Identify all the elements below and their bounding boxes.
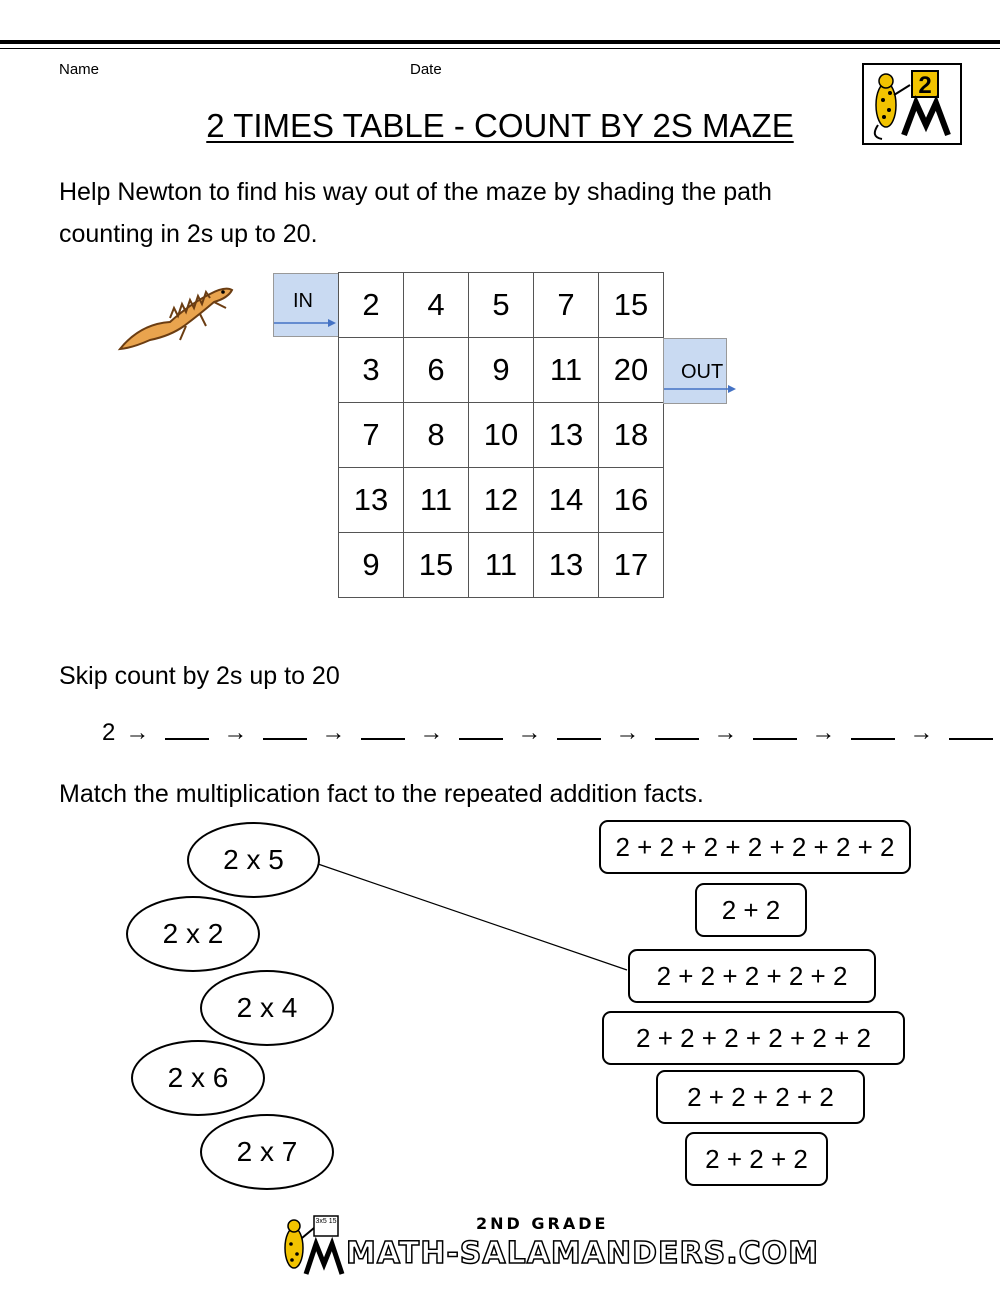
maze-cell[interactable]: 15 xyxy=(404,533,469,598)
arrow-right-icon: → xyxy=(223,719,248,746)
addition-box[interactable]: 2 + 2 xyxy=(695,883,807,937)
top-rule-thick xyxy=(0,40,1000,44)
skip-count-blank[interactable] xyxy=(263,716,307,740)
maze-cell[interactable]: 4 xyxy=(404,273,469,338)
fact-oval[interactable]: 2 x 4 xyxy=(200,970,334,1046)
footer-grade-text: 2ND GRADE xyxy=(476,1214,609,1233)
maze-instructions: Help Newton to find his way out of the maze by shading the path counting in 2s up to 20. xyxy=(59,178,772,248)
addition-box[interactable]: 2 + 2 + 2 + 2 + 2 xyxy=(628,949,876,1003)
addition-box[interactable]: 2 + 2 + 2 + 2 xyxy=(656,1070,865,1124)
maze-row xyxy=(339,533,664,598)
skip-count-heading: Skip count by 2s up to 20 xyxy=(59,662,340,690)
maze-cell[interactable]: 2 xyxy=(339,273,404,338)
top-rule-thin xyxy=(0,48,1000,49)
arrow-right-icon: → xyxy=(321,719,346,746)
salamander-logo-icon xyxy=(864,65,960,143)
maze-out-port xyxy=(663,338,727,404)
maze-row xyxy=(339,338,664,403)
skip-count-blank[interactable] xyxy=(949,716,993,740)
maze-cell[interactable]: 7 xyxy=(534,273,599,338)
maze-cell[interactable]: 17 xyxy=(599,533,664,598)
maze-cell[interactable]: 5 xyxy=(469,273,534,338)
maze-cell[interactable]: 15 xyxy=(599,273,664,338)
name-label: Name xyxy=(59,61,100,78)
maze-cell[interactable]: 8 xyxy=(404,403,469,468)
maze-cell[interactable]: 18 xyxy=(599,403,664,468)
addition-box[interactable]: 2 + 2 + 2 xyxy=(685,1132,828,1186)
skip-count-blank[interactable] xyxy=(655,716,699,740)
skip-count-blank[interactable] xyxy=(459,716,503,740)
out-arrow-icon xyxy=(664,339,744,405)
match-heading: Match the multiplication fact to the repeated addition facts. xyxy=(59,780,704,808)
skip-count-blank[interactable] xyxy=(753,716,797,740)
fact-oval[interactable]: 2 x 6 xyxy=(131,1040,265,1116)
maze-in-port xyxy=(273,273,339,337)
footer-logo xyxy=(276,1214,819,1278)
maze-cell[interactable]: 13 xyxy=(534,533,599,598)
grade-badge-number: 2 xyxy=(918,72,932,99)
arrow-right-icon: → xyxy=(811,719,836,746)
maze-cell[interactable]: 3 xyxy=(339,338,404,403)
skip-count-blank[interactable] xyxy=(557,716,601,740)
maze-cell[interactable]: 11 xyxy=(469,533,534,598)
skip-count-blank[interactable] xyxy=(851,716,895,740)
maze-row xyxy=(339,273,664,338)
skip-count-blank[interactable] xyxy=(361,716,405,740)
maze-cell[interactable]: 13 xyxy=(339,468,404,533)
maze-row xyxy=(339,403,664,468)
footer-site-text: MATH-SALAMANDERS.COM xyxy=(346,1236,819,1271)
maze-cell[interactable]: 13 xyxy=(534,403,599,468)
arrow-right-icon: → xyxy=(909,719,934,746)
maze-cell[interactable]: 11 xyxy=(534,338,599,403)
fact-oval[interactable]: 2 x 7 xyxy=(200,1114,334,1190)
maze-in-label: IN xyxy=(293,290,313,312)
arrow-right-icon: → xyxy=(419,719,444,746)
logo-badge xyxy=(862,63,962,145)
maze-cell[interactable]: 11 xyxy=(404,468,469,533)
maze-cell[interactable]: 6 xyxy=(404,338,469,403)
skip-count-start: 2 xyxy=(102,719,116,746)
newton-salamander-icon xyxy=(110,274,240,354)
footer-mini-board: 3x5 15 xyxy=(315,1218,337,1225)
arrow-right-icon: → xyxy=(713,719,738,746)
addition-box[interactable]: 2 + 2 + 2 + 2 + 2 + 2 xyxy=(602,1011,905,1065)
date-label: Date xyxy=(410,61,442,78)
maze-out-label: OUT xyxy=(681,361,724,383)
maze-cell[interactable]: 10 xyxy=(469,403,534,468)
maze-grid xyxy=(338,272,664,598)
maze-cell[interactable]: 9 xyxy=(469,338,534,403)
arrow-right-icon: → xyxy=(615,719,640,746)
page-title: 2 TIMES TABLE - COUNT BY 2S MAZE xyxy=(206,107,794,144)
maze-cell[interactable]: 16 xyxy=(599,468,664,533)
maze-cell[interactable]: 9 xyxy=(339,533,404,598)
fact-oval[interactable]: 2 x 5 xyxy=(187,822,320,898)
maze-cell[interactable]: 20 xyxy=(599,338,664,403)
fact-oval[interactable]: 2 x 2 xyxy=(126,896,260,972)
arrow-right-icon: → xyxy=(125,719,150,746)
arrow-right-icon: → xyxy=(517,719,542,746)
maze-cell[interactable]: 7 xyxy=(339,403,404,468)
maze-row xyxy=(339,468,664,533)
maze-cell[interactable]: 12 xyxy=(469,468,534,533)
skip-count-blank[interactable] xyxy=(165,716,209,740)
skip-count-row xyxy=(102,716,997,747)
addition-box[interactable]: 2 + 2 + 2 + 2 + 2 + 2 + 2 xyxy=(599,820,911,874)
in-arrow-icon xyxy=(274,274,340,338)
maze-cell[interactable]: 14 xyxy=(534,468,599,533)
